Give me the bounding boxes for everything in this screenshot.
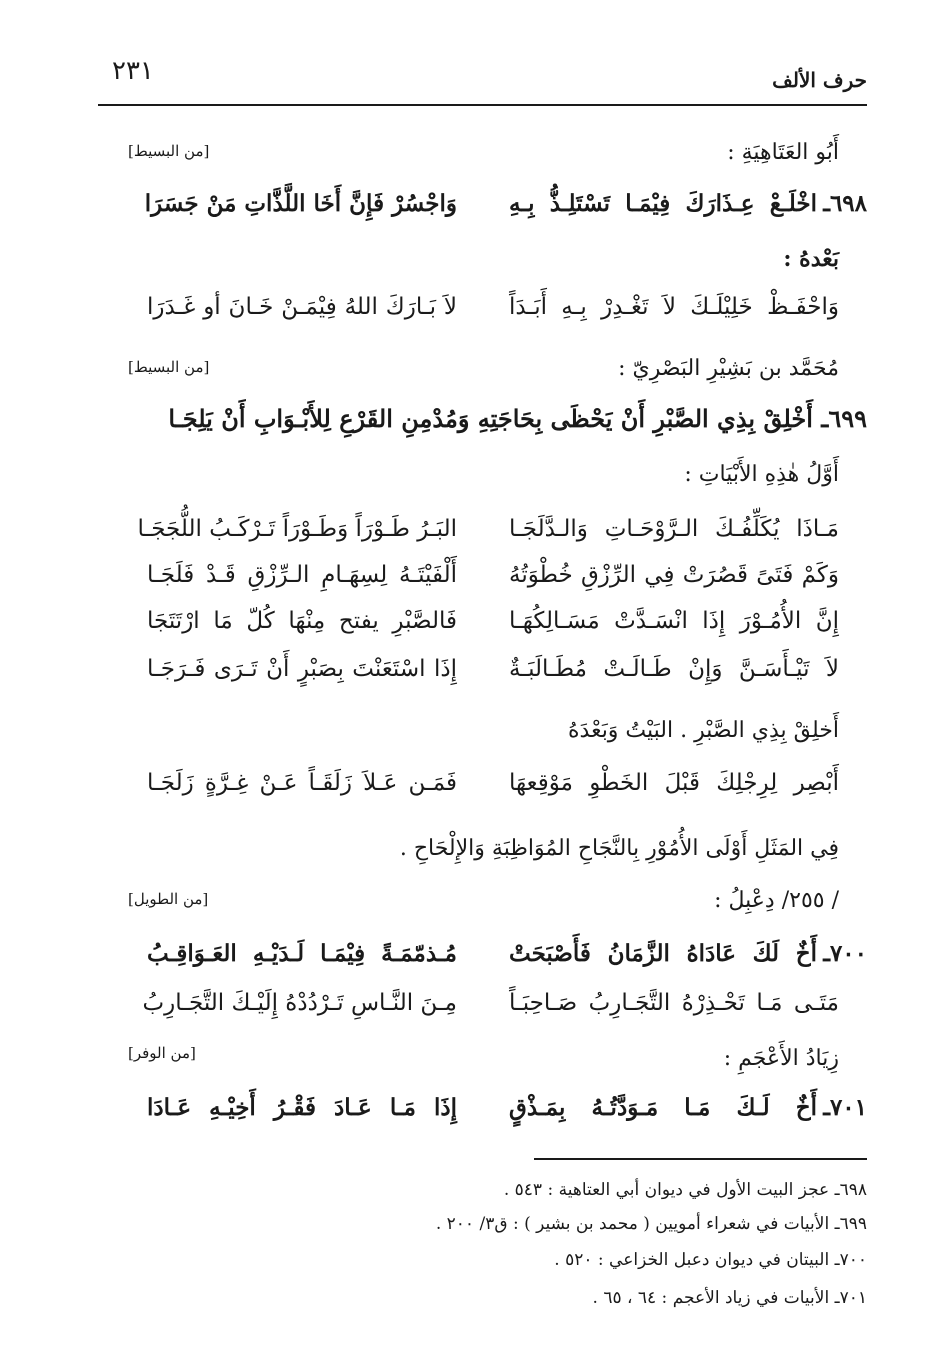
verse-first-hemistich: وَاحْفَـظْ خَلِيْلَـكَ لاَ تَغْـدِرْ بِـهِ أَبَـدَاً	[509, 294, 839, 320]
verse-number: ٧٠٠ـ	[823, 940, 867, 967]
footnote: ٧٠٠ـ البيتان في ديوان دعبل الخزاعي : ٥٢٠ .	[554, 1250, 867, 1270]
verse-line	[80, 516, 867, 560]
footnote-rule	[534, 1158, 867, 1160]
verse-second-hemistich: فَمَـن عَـلاَ زَلَقَـاً عَـنْ غِـرَّةٍ زَلَجَـا	[147, 770, 457, 796]
proverb-note: فِي المَثَلِ أَوْلَى الأُمُوْرِ بِالنَّجَاحِ المُوَاظِبَةِ وَالإِلْحَاحِ .	[399, 836, 839, 861]
verse-first-hemistich: مَتَـى مَـا تَحْـذِرْهُ التَّجَـارِبُ صَـاحِبَـاً	[509, 990, 839, 1016]
verse-second-hemistich: إِذَا اسْتَعَنْتَ بِصَبْرٍ أَنْ تَـرَى فَـرَجَـا	[147, 656, 457, 682]
verse-second-hemistich: لاَ بَـارَكَ اللهُ فِيْمَـنْ خَـانَ أو غَـدَرَا	[147, 294, 457, 320]
verse-second-hemistich: أَلْفَيْتَـهُ لِسِهَـامِ الـرِّزْقِ قَـدْ فَلَجَـا	[147, 562, 457, 588]
poet-name: أَبُو العَتَاهِيَةِ :	[727, 140, 839, 165]
verse-second-hemistich: مِـنَ النَّـاسِ تَـرْدُدْهُ إِلَيْـكَ التَّجَـارِبُ	[142, 990, 457, 1016]
verse-first-hemistich: إِنَّ الأُمُـوْرَ إِذَا انْسَـدَّتْ مَسَـالِكُهَـا	[509, 608, 839, 634]
verse-first-hemistich: وَكَمْ فَتَىً قَصُرَتْ فِي الرِّزْقِ خُطْوَتُهُ	[509, 562, 839, 588]
verse-second-hemistich: البَـرُ طَـوْرَاً وَطَـوْرَاً تَـرْكَـبُ اللُّجَجَـا	[137, 516, 457, 542]
verse-line	[80, 656, 867, 700]
intro-label: أَوَّلُ هٰذِهِ الأَبْيَاتِ :	[684, 462, 839, 487]
meter-label: [من الطويل]	[128, 890, 209, 908]
verse-first-hemistich: أَخٌ لَكَ عَادَاهُ الزَّمَانُ فَأَصْبَحَتْ	[509, 940, 817, 967]
meter-label: [من البسيط]	[128, 142, 210, 160]
header-rule	[98, 104, 867, 106]
meter-label: [من الوفر]	[128, 1044, 196, 1062]
verse-698b	[80, 294, 867, 338]
meter-label: [من البسيط]	[128, 358, 210, 376]
verse-second-hemistich: إِذَا مَـا عَـادَ فَقْـرُ أَخِيْـهِ عَـادَا	[147, 1094, 457, 1121]
after-label: أَخلِقْ بِذِي الصَّبْرِ . البَيْتُ وَبَعْدَهُ	[568, 718, 839, 743]
verse-first-hemistich: أَبْصِر لِرِجْلِكَ قَبْلَ الخَطْوِ مَوْقِعهَا	[509, 770, 839, 796]
verse-699: ٦٩٩ـ أَخْلِقْ بِذِي الصَّبْرِ أَنْ يَحْظَى بِحَاجَتِهِ وَمُدْمِنِ القَرْعِ لِلأَبْـوَابِ أَنْ يَلِجَـا	[168, 404, 867, 433]
footnote: ٧٠١ـ الأبيات في زياد الأعجم : ٦٤ ، ٦٥ .	[592, 1288, 867, 1308]
verse-698	[80, 190, 867, 234]
poet-name: / ٢٥٥/ دِعْبِلُ :	[714, 888, 839, 913]
verse-second-hemistich: وَاجْسُرْ فَإِنَّ أَخَا اللَّذَّاتِ مَنْ جَسَرَا	[144, 190, 457, 217]
verse-line	[80, 770, 867, 814]
poet-name: مُحَمَّد بن بَشِيْرِ البَصْرِيّ :	[618, 356, 839, 381]
verse-line	[80, 562, 867, 606]
after-label: بَعْدهُ :	[783, 246, 839, 272]
page-number: ٢٣١	[112, 56, 154, 86]
verse-first-hemistich: مَـاذَا يُكَلِّفُـكَ الـرَّوْحَـاتِ وَالـدَّلَجَـا	[509, 516, 839, 542]
verse-line	[80, 990, 867, 1034]
verse-number: ٧٠١ـ	[823, 1094, 867, 1121]
verse-first-hemistich: أَخٌ لَـكَ مَـا مَـوَدَّتُـهُ بِمَـذْقٍ	[509, 1094, 817, 1121]
verse-second-hemistich: مُـذمّمَـةً فِيْمَـا لَـدَيْـهِ العَـوَاقِـبُ	[147, 940, 457, 967]
poet-name: زِيَادُ الأَعْجَمِ :	[723, 1046, 839, 1071]
verse-second-hemistich: فَالصَّبْرِ يفتح مِنْهَا كُلّ مَا ارْتَتَجَا	[147, 608, 457, 634]
verse-line	[80, 608, 867, 652]
verse-number: ٦٩٨ـ	[823, 190, 867, 217]
footnote: ٦٩٨ـ عجز البيت الأول في ديوان أبي العتاهية : ٥٤٣ .	[503, 1180, 867, 1200]
verse-700	[80, 940, 867, 984]
verse-701	[80, 1094, 867, 1138]
verse-first-hemistich: اخْلَـعْ عِـذَارَكَ فِيْمَـا تَسْتَلِـذُّ بِـهِ	[509, 190, 817, 217]
footnote: ٦٩٩ـ الأبيات في شعراء أمويين ( محمد بن بشير ) : ق٣/ ٢٠٠ .	[435, 1214, 867, 1234]
verse-first-hemistich: لاَ تَيْـأَسَـنَّ وَإِنْ طَـالَـتْ مُطَـالَبَـةٌ	[509, 656, 839, 682]
chapter-title: حرف الألف	[772, 68, 867, 92]
